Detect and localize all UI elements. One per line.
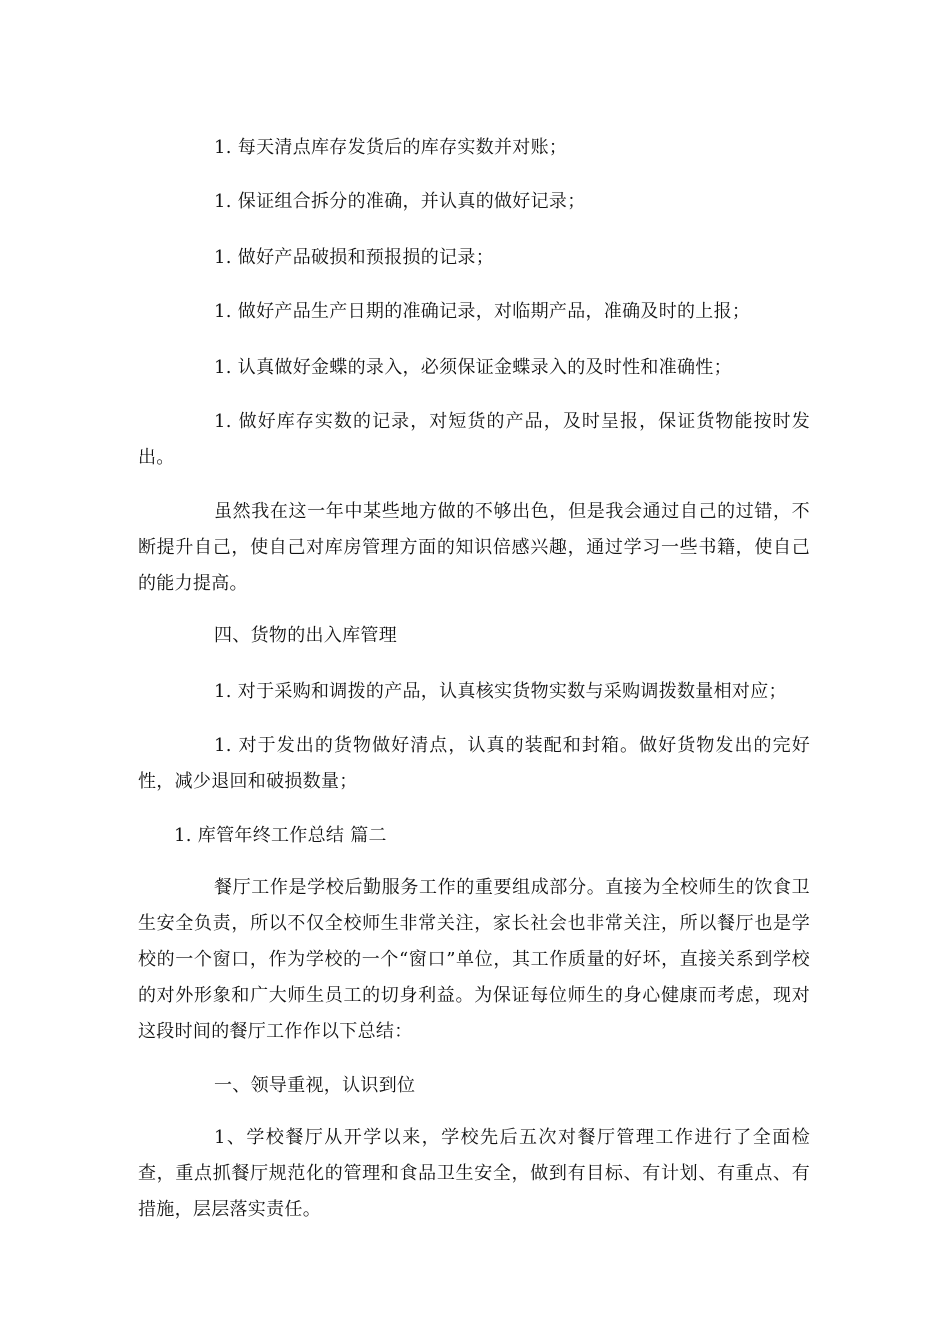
article-heading-part-two: 1. 库管年终工作总结 篇二 xyxy=(174,825,387,846)
list-item-inventory-check: 1. 每天清点库存发货后的库存实数并对账； xyxy=(214,137,568,158)
list-item-assembly-record: 1. 保证组合拆分的准确，并认真的做好记录； xyxy=(214,191,586,212)
list-item-production-date: 1. 做好产品生产日期的准确记录，对临期产品，准确及时的上报； xyxy=(214,301,751,322)
body-paragraph-canteen-intro: 餐厅工作是学校后勤服务工作的重要组成部分。直接为全校师生的饮食卫生安全负责，所以不仅全校师生非常关注，家长社会也非常关注，所以餐厅也是学校的一个窗口，作为学校的一个“窗口”单位，其工作质量的好坏，直接关系到学校的对外形象和广大师生员工的切身利益。为保证每位师生的身心健康而考虑，现对这段时间的餐厅工作作以下总结： xyxy=(138,877,810,1042)
list-item-damage-record: 1. 做好产品破损和预报损的记录； xyxy=(214,247,494,268)
list-item-kingdee-entry: 1. 认真做好金蝶的录入，必须保证金蝶录入的及时性和准确性； xyxy=(214,357,732,378)
body-paragraph-canteen-inspection: 1、学校餐厅从开学以来，学校先后五次对餐厅管理工作进行了全面检查，重点抓餐厅规范化的管理和食品卫生安全，做到有目标、有计划、有重点、有措施，层层落实责任。 xyxy=(138,1127,810,1220)
list-item-purchase-transfer: 1. 对于采购和调拨的产品，认真核实货物实数与采购调拨数量相对应； xyxy=(214,681,787,702)
body-paragraph-self-improvement: 虽然我在这一年中某些地方做的不够出色，但是我会通过自己的过错，不断提升自己，使自己对库房管理方面的知识倍感兴趣，通过学习一些书籍，使自己的能力提高。 xyxy=(138,501,810,594)
section-heading-leadership: 一、领导重视，认识到位 xyxy=(214,1075,416,1096)
list-item-outbound-goods: 1. 对于发出的货物做好清点，认真的装配和封箱。做好货物发出的完好性，减少退回和破损数量； xyxy=(138,735,810,792)
list-item-stock-record: 1. 做好库存实数的记录，对短货的产品，及时呈报，保证货物能按时发出。 xyxy=(138,411,810,468)
section-heading-goods-management: 四、货物的出入库管理 xyxy=(214,625,397,646)
